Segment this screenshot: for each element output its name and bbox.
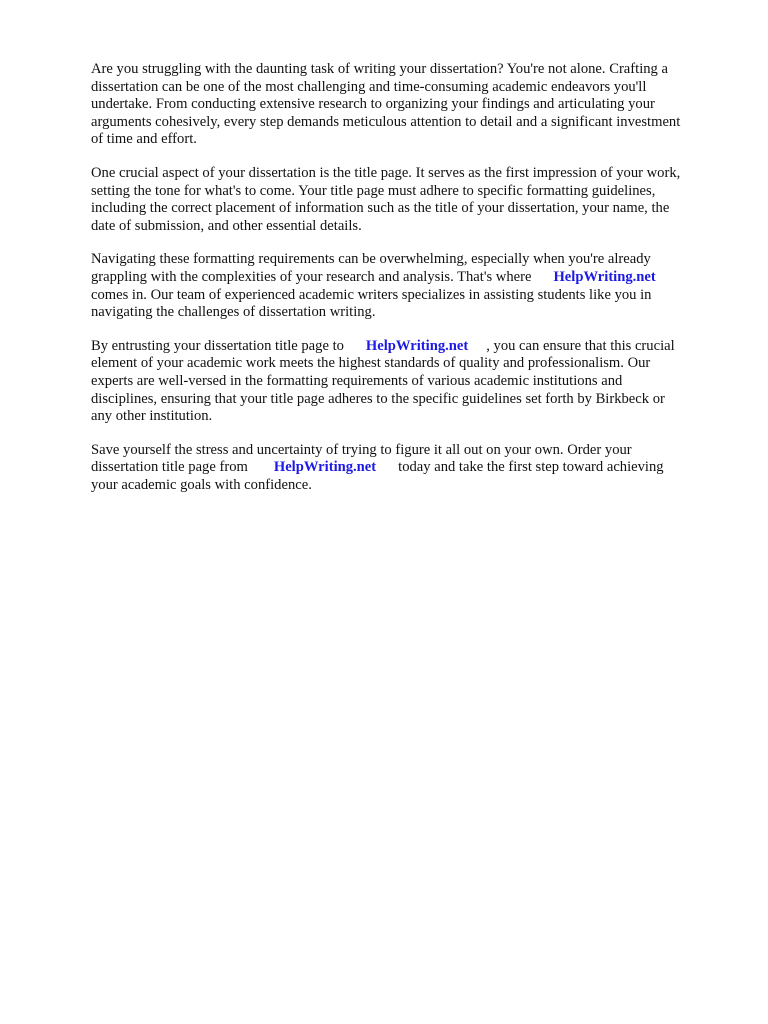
text-segment: By entrusting your dissertation title page to xyxy=(91,337,344,354)
text-line: setting the tone for what's to come. Your title page must adhere to specific formatting guidelines, xyxy=(91,182,656,199)
document-body xyxy=(91,61,751,494)
text-line: including the correct placement of information such as the title of your dissertation, your name, the xyxy=(91,200,670,217)
text-line-with-link xyxy=(91,338,751,356)
text-line: dissertation can be one of the most challenging and time-consuming academic endeavors you'll xyxy=(91,78,647,95)
text-line: comes in. Our team of experienced academic writers specializes in assisting students like you in xyxy=(91,286,652,303)
text-line: date of submission, and other essential details. xyxy=(91,217,362,234)
paragraph-entrusting xyxy=(91,338,751,426)
paragraph-save-yourself xyxy=(91,442,751,495)
text-segment: grappling with the complexities of your research and analysis. That's where xyxy=(91,268,532,285)
text-line-with-link xyxy=(91,459,751,477)
paragraph-intro xyxy=(91,61,751,149)
text-line: of time and effort. xyxy=(91,131,197,148)
text-line: One crucial aspect of your dissertation is the title page. It serves as the first impression of your work, xyxy=(91,164,681,181)
text-line: Save yourself the stress and uncertainty of trying to figure it all out on your own. Order your xyxy=(91,441,632,458)
paragraph-title-page xyxy=(91,165,751,235)
text-line: experts are well-versed in the formatting requirements of various academic institutions and xyxy=(91,372,623,389)
text-segment: dissertation title page from xyxy=(91,459,248,476)
text-line: disciplines, ensuring that your title page adheres to the specific guidelines set forth by Birkbeck or xyxy=(91,390,665,407)
text-line: your academic goals with confidence. xyxy=(91,476,312,493)
text-line: arguments cohesively, every step demands meticulous attention to detail and a significant investment xyxy=(91,113,681,130)
text-line: navigating the challenges of dissertation writing. xyxy=(91,304,376,321)
text-line: element of your academic work meets the highest standards of quality and professionalism. Our xyxy=(91,355,651,372)
helpwriting-link[interactable]: HelpWriting.net xyxy=(365,337,469,354)
text-line-with-link xyxy=(91,269,751,287)
helpwriting-link[interactable]: HelpWriting.net xyxy=(553,268,656,285)
paragraph-navigating xyxy=(91,251,751,321)
text-line: any other institution. xyxy=(91,408,213,425)
text-line: Navigating these formatting requirements can be overwhelming, especially when you're already xyxy=(91,251,651,268)
text-line: Are you struggling with the daunting task of writing your dissertation? You're not alone. Crafting a xyxy=(91,61,668,77)
text-segment: today and take the first step toward achieving xyxy=(398,459,664,476)
text-segment: , you can ensure that this crucial xyxy=(486,337,675,354)
helpwriting-link[interactable]: HelpWriting.net xyxy=(273,459,377,476)
text-line: undertake. From conducting extensive research to organizing your findings and articulating your xyxy=(91,96,655,113)
